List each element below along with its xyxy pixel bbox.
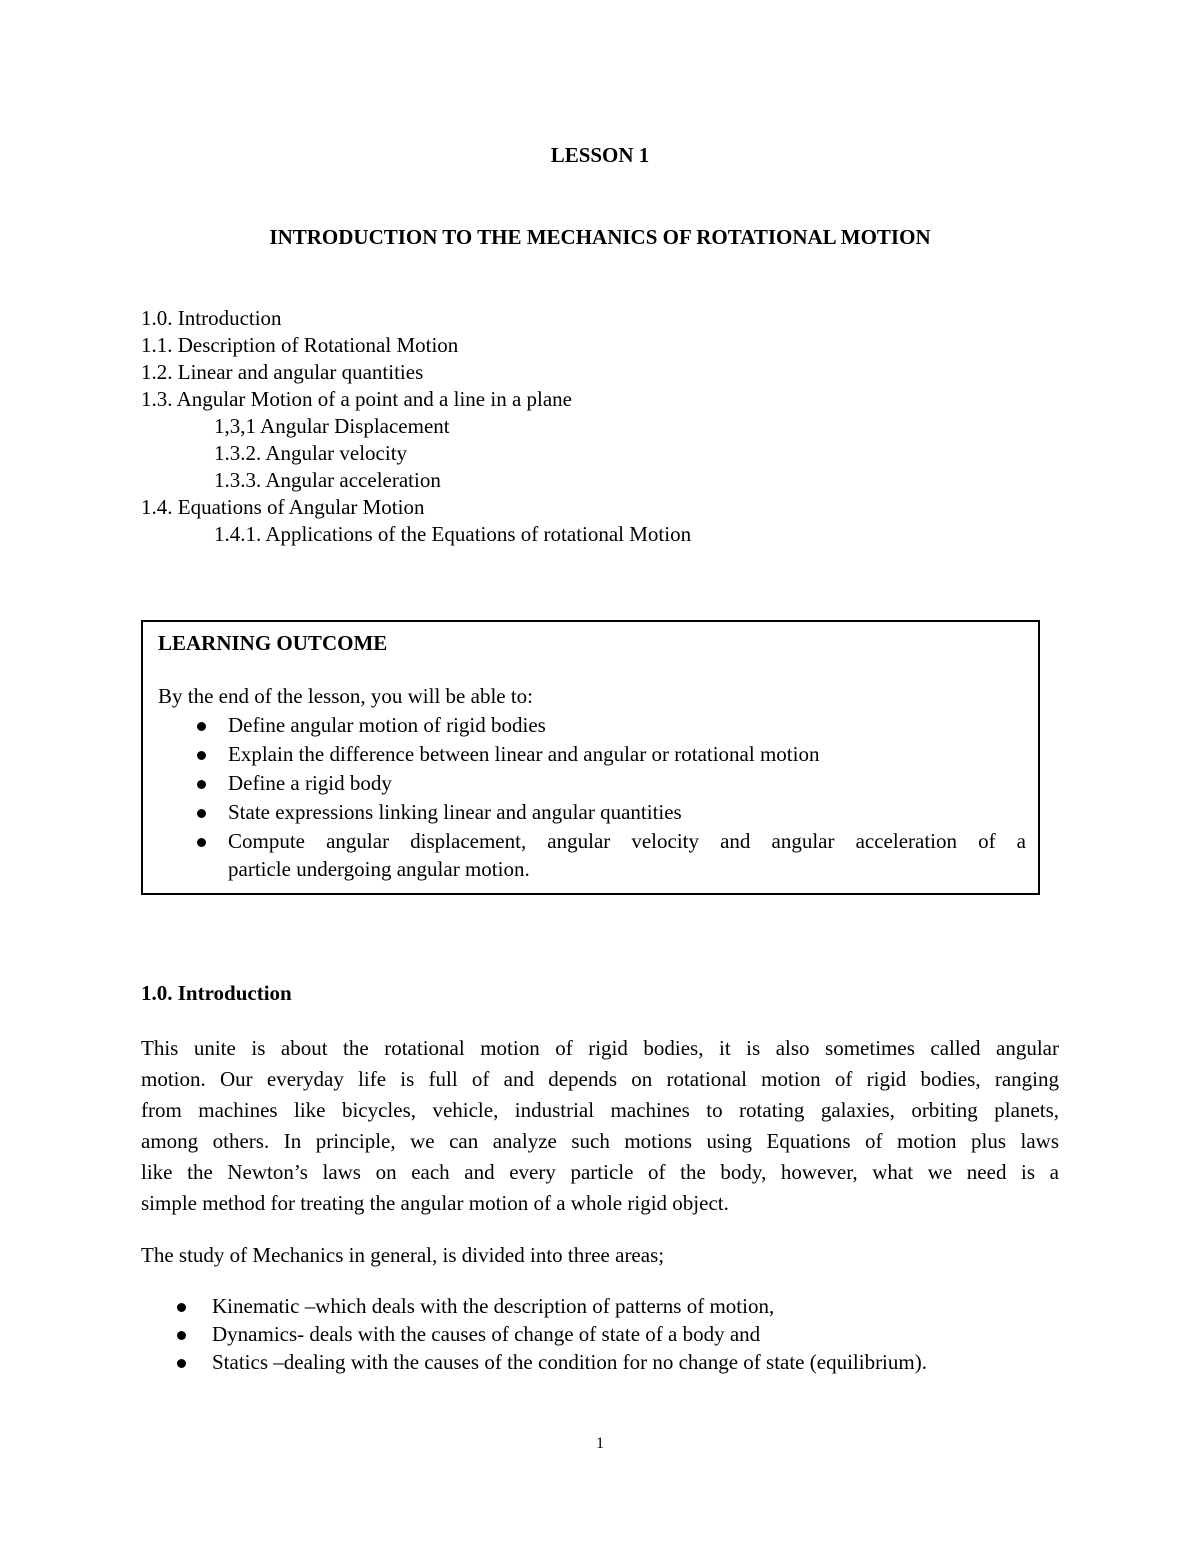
lesson-label: LESSON 1 bbox=[550, 143, 650, 167]
learning-outcome-intro: By the end of the lesson, you will be able to: bbox=[158, 684, 534, 708]
toc-subitem: 1,3,1 Angular Displacement bbox=[214, 414, 450, 438]
area-item: Dynamics- deals with the causes of change of state of a body and bbox=[212, 1322, 761, 1346]
outcome-item: Explain the difference between linear and angular or rotational motion bbox=[228, 742, 820, 766]
bullet-icon bbox=[197, 809, 206, 818]
toc-item: 1.3. Angular Motion of a point and a line in a plane bbox=[141, 387, 572, 411]
bullet-icon bbox=[197, 838, 206, 847]
learning-outcome-heading: LEARNING OUTCOME bbox=[158, 631, 388, 655]
toc-item: 1.0. Introduction bbox=[141, 306, 282, 330]
bullet-icon bbox=[177, 1359, 186, 1368]
bullet-icon bbox=[197, 780, 206, 789]
bullet-icon bbox=[177, 1303, 186, 1312]
bullet-icon bbox=[197, 722, 206, 731]
toc-subitem: 1.4.1. Applications of the Equations of rotational Motion bbox=[214, 522, 692, 546]
toc-item: 1.4. Equations of Angular Motion bbox=[141, 495, 425, 519]
outcome-item-continued: particle undergoing angular motion. bbox=[228, 857, 530, 881]
outcome-item: State expressions linking linear and angular quantities bbox=[228, 800, 682, 824]
toc-subitem: 1.3.2. Angular velocity bbox=[214, 441, 408, 465]
paragraph-line: from machines like bicycles, vehicle, industrial machines to rotating galaxies, orbiting planets, bbox=[141, 1098, 1059, 1122]
outcome-item: Compute angular displacement, angular velocity and angular acceleration of a bbox=[228, 829, 1026, 853]
paragraph-line: motion. Our everyday life is full of and depends on rotational motion of rigid bodies, ranging bbox=[141, 1067, 1059, 1091]
outcome-item: Define a rigid body bbox=[228, 771, 392, 795]
area-item: Statics –dealing with the causes of the condition for no change of state (equilibrium). bbox=[212, 1350, 927, 1374]
lesson-title: INTRODUCTION TO THE MECHANICS OF ROTATIONAL MOTION bbox=[269, 225, 931, 249]
paragraph-line: like the Newton’s laws on each and every particle of the body, however, what we need is a bbox=[141, 1160, 1059, 1184]
bullet-icon bbox=[177, 1331, 186, 1340]
paragraph-line: This unite is about the rotational motion of rigid bodies, it is also sometimes called angular bbox=[141, 1036, 1059, 1060]
toc-item: 1.2. Linear and angular quantities bbox=[141, 360, 424, 384]
outcome-item: Define angular motion of rigid bodies bbox=[228, 713, 546, 737]
page-number: 1 bbox=[596, 1435, 604, 1452]
intro-paragraph bbox=[141, 1033, 1059, 1219]
area-item: Kinematic –which deals with the description of patterns of motion, bbox=[212, 1294, 775, 1318]
bullet-icon bbox=[197, 751, 206, 760]
toc-subitem: 1.3.3. Angular acceleration bbox=[214, 468, 441, 492]
section-heading: 1.0. Introduction bbox=[141, 981, 292, 1005]
paragraph-line: among others. In principle, we can analyze such motions using Equations of motion plus laws bbox=[141, 1129, 1059, 1153]
toc-item: 1.1. Description of Rotational Motion bbox=[141, 333, 459, 357]
paragraph-line: simple method for treating the angular motion of a whole rigid object. bbox=[141, 1191, 729, 1215]
mechanics-intro: The study of Mechanics in general, is divided into three areas; bbox=[141, 1243, 665, 1267]
